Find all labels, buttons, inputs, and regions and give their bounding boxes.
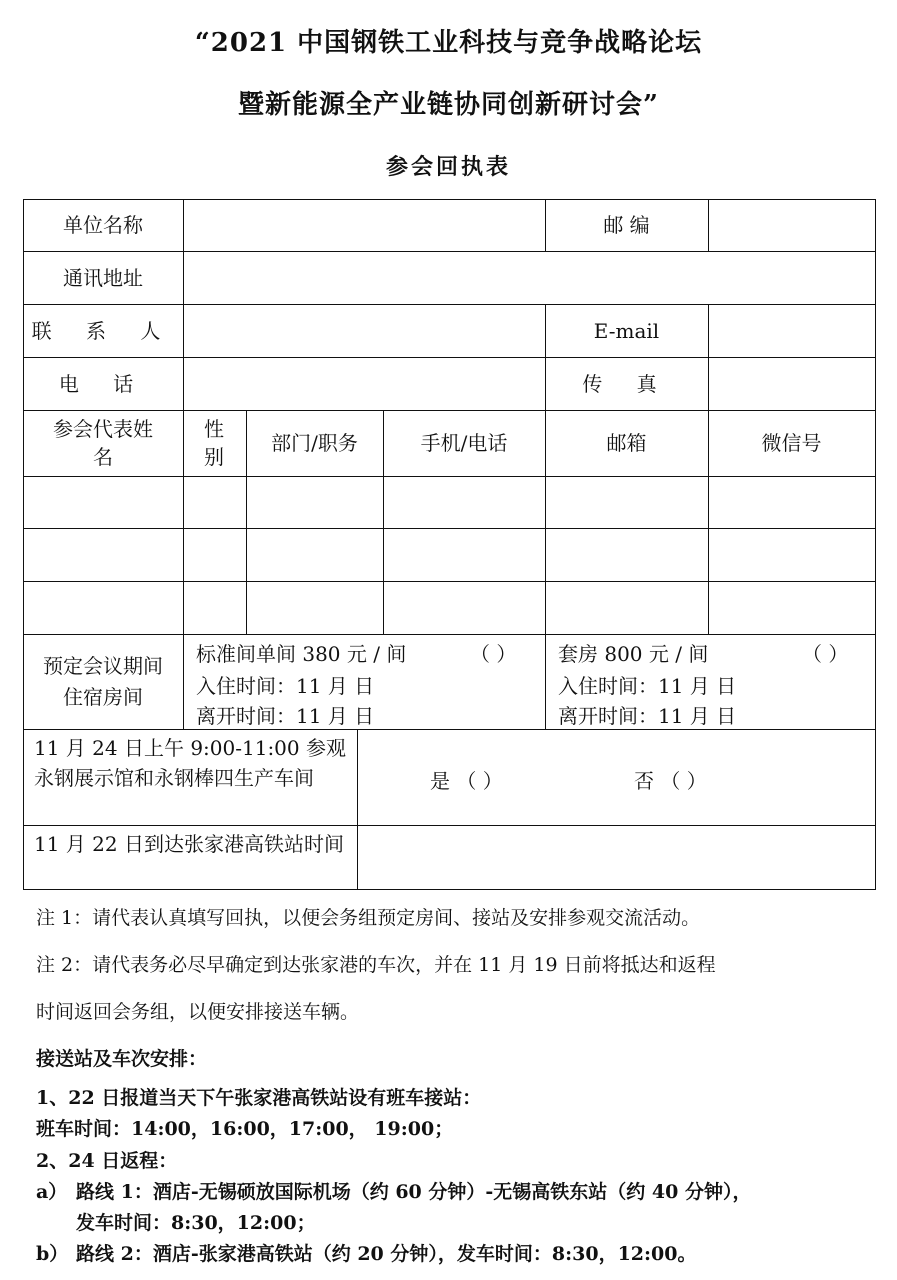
visit-label: 11 月 24 日上午 9:00-11:00 参观永钢展示馆和永钢棒四生产车间 — [34, 736, 346, 790]
standard-room-checkbox[interactable]: （ ） — [470, 642, 517, 666]
note-1: 注 1：请代表认真填写回执，以便会务组预定房间、接站及安排参观交流活动。 — [36, 907, 701, 929]
rep-name-header: 参会代表姓名 — [53, 417, 153, 469]
address-field[interactable] — [183, 251, 875, 304]
transport-item-1-times: 班车时间：14:00，16:00，17:00， 19:00； — [36, 1118, 454, 1140]
rep-row-2[interactable] — [23, 528, 875, 581]
suite-checkin[interactable]: 入住时间：11 月 日 — [558, 674, 737, 698]
route-a-line2: 发车时间：8:30，12:00； — [76, 1212, 316, 1234]
route-a-line1: 路线 1：酒店-无锡硕放国际机场（约 60 分钟）-无锡高铁东站（约 40 分钟）， — [76, 1181, 752, 1203]
transport-heading: 接送站及车次安排： — [36, 1048, 208, 1070]
visit-no-option[interactable]: 否 （ ） — [634, 769, 707, 793]
rep-mobile-header: 手机/电话 — [420, 431, 508, 455]
rep-email-header: 邮箱 — [606, 431, 647, 455]
fax-field[interactable] — [708, 357, 875, 410]
contact-field[interactable] — [183, 304, 545, 357]
rep-row-3[interactable] — [23, 581, 875, 634]
transport-item-2: 2、24 日返程： — [36, 1150, 178, 1172]
address-label: 通讯地址 — [63, 265, 143, 290]
unit-name-label: 单位名称 — [63, 213, 143, 237]
suite-checkout[interactable]: 离开时间：11 月 日 — [558, 704, 737, 728]
route-a-marker: a） — [36, 1181, 68, 1203]
suite-room-option: 套房 800 元 / 间 — [558, 642, 709, 666]
fax-label: 传 真 — [582, 371, 671, 396]
transport-item-1: 1、22 日报道当天下午张家港高铁站设有班车接站： — [36, 1087, 482, 1109]
note-2-line2: 时间返回会务组，以便安排接送车辆。 — [36, 1001, 360, 1023]
postcode-label: 邮 编 — [603, 213, 650, 237]
rep-row-1[interactable] — [23, 476, 875, 528]
contact-label: 联 系 人 — [31, 318, 175, 343]
phone-field[interactable] — [183, 357, 545, 410]
standard-checkin[interactable]: 入住时间：11 月 日 — [196, 674, 375, 698]
email-label: E-mail — [593, 318, 660, 343]
document-title-line2: 暨新能源全产业链协同创新研讨会” — [238, 90, 659, 120]
rep-wechat-header: 微信号 — [761, 431, 822, 455]
phone-label: 电 话 — [58, 371, 148, 396]
rep-dept-header: 部门/职务 — [271, 431, 358, 455]
postcode-field[interactable] — [708, 199, 875, 251]
suite-room-checkbox[interactable]: （ ） — [802, 642, 849, 666]
arrival-time-field[interactable] — [357, 825, 875, 889]
note-2-line1: 注 2：请代表务必尽早确定到达张家港的车次，并在 11 月 19 日前将抵达和返程 — [36, 954, 716, 976]
visit-yes-option[interactable]: 是 （ ） — [430, 769, 503, 793]
rep-gender-header: 性别 — [204, 417, 224, 469]
email-field[interactable] — [708, 304, 875, 357]
arrival-label: 11 月 22 日到达张家港高铁站时间 — [34, 832, 344, 856]
standard-room-option: 标准间单间 380 元 / 间 — [196, 642, 407, 666]
lodging-label: 预定会议期间住宿房间 — [43, 653, 163, 709]
document-title-line1: “2021 中国钢铁工业科技与竞争战略论坛 — [194, 28, 703, 58]
route-b-line1: 路线 2：酒店-张家港高铁站（约 20 分钟），发车时间：8:30，12:00。 — [76, 1243, 697, 1265]
unit-name-field[interactable] — [183, 199, 545, 251]
route-b-marker: b） — [36, 1243, 69, 1265]
form-subtitle: 参会回执表 — [385, 154, 511, 180]
standard-checkout[interactable]: 离开时间：11 月 日 — [196, 704, 375, 728]
